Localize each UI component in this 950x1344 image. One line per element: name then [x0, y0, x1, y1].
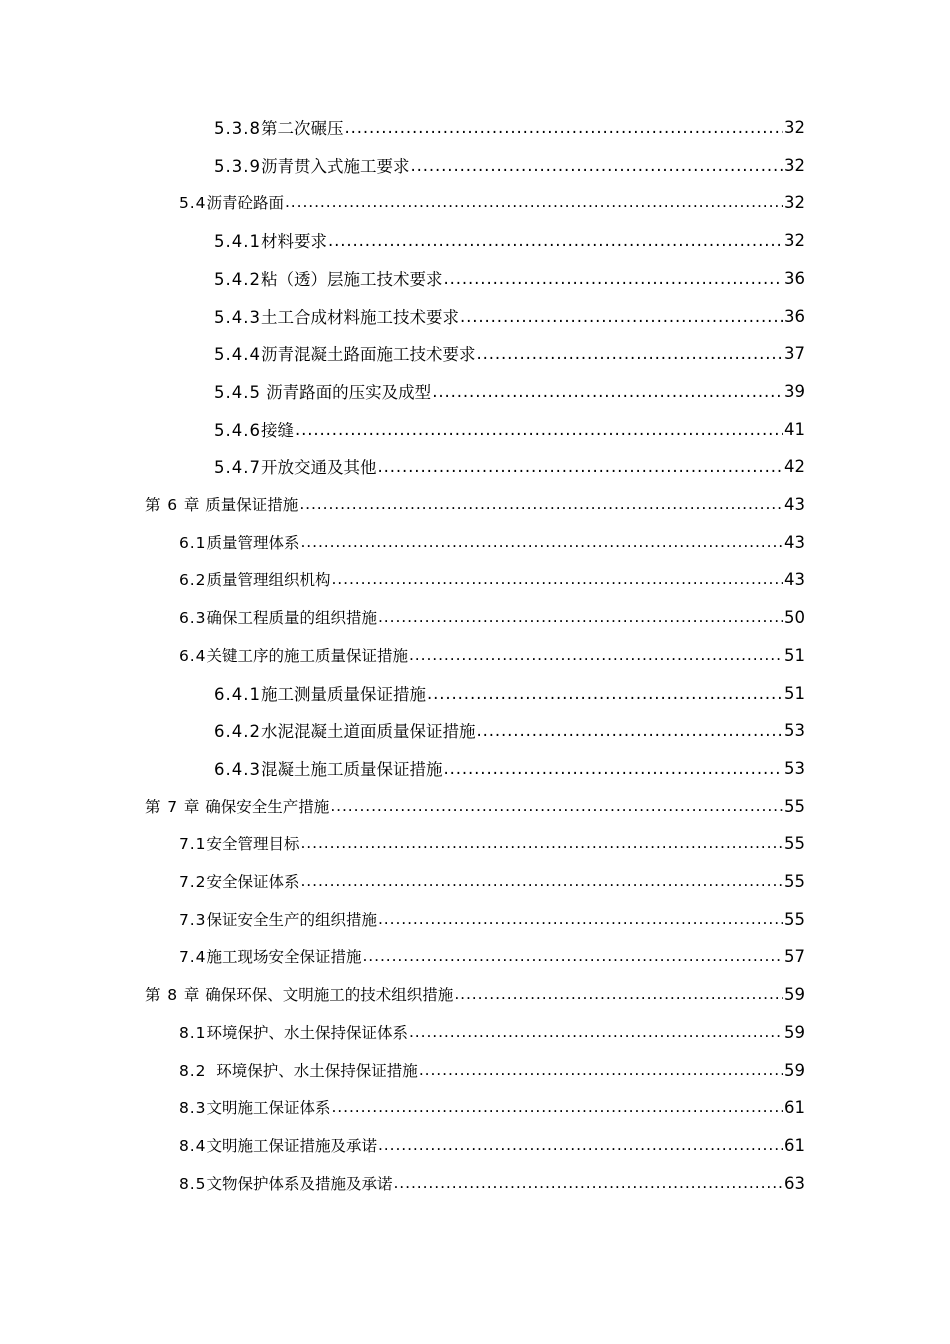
toc-entry-number: 5.4.6 — [214, 421, 261, 440]
toc-entry-title — [179, 870, 299, 892]
toc-dot-leader — [460, 309, 783, 326]
toc-entry[interactable] — [214, 151, 805, 179]
toc-dot-leader — [378, 1138, 783, 1154]
toc-entry-title — [179, 191, 284, 213]
toc-entry-text: 安全管理目标 — [206, 835, 300, 853]
toc-entry-number: 6.4.1 — [214, 685, 261, 704]
toc-entry[interactable] — [214, 415, 805, 443]
toc-entry[interactable] — [179, 1018, 805, 1046]
toc-entry-title — [214, 417, 294, 441]
toc-entry-text: 第二次碾压 — [260, 119, 344, 138]
toc-entry-number: 6.3 — [179, 609, 207, 627]
toc-page-number: 43 — [784, 569, 805, 589]
toc-entry-text: 质量管理体系 — [206, 534, 300, 552]
toc-dot-leader — [295, 422, 783, 439]
toc-entry-text: 质量管理组织机构 — [206, 571, 331, 589]
toc-dot-leader — [410, 158, 783, 175]
toc-entry[interactable] — [179, 1131, 805, 1159]
toc-entry-text: 保证安全生产的组织措施 — [206, 911, 377, 929]
toc-dot-leader — [300, 836, 783, 852]
toc-dot-leader — [285, 195, 783, 211]
toc-page-number: 36 — [784, 306, 805, 326]
toc-page-number: 32 — [784, 192, 805, 212]
toc-entry[interactable] — [179, 1169, 805, 1197]
toc-entry[interactable] — [145, 980, 805, 1008]
toc-entry-number: 8.2 — [179, 1062, 207, 1080]
toc-page-number: 59 — [784, 1060, 805, 1080]
toc-page-number: 59 — [784, 984, 805, 1004]
toc-dot-leader — [419, 1063, 783, 1079]
toc-entry-number: 5.4 — [179, 194, 207, 212]
toc-page-number: 32 — [784, 155, 805, 175]
toc-page-number: 50 — [784, 607, 805, 627]
toc-entry[interactable] — [179, 1093, 805, 1121]
toc-entry-title — [179, 531, 299, 553]
toc-page-number: 61 — [784, 1097, 805, 1117]
toc-entry-title — [214, 228, 327, 252]
toc-entry-number: 6.1 — [179, 534, 207, 552]
toc-entry[interactable] — [214, 754, 805, 782]
toc-entry-number: 6.2 — [179, 571, 207, 589]
toc-dot-leader — [300, 535, 783, 551]
toc-entry-title — [214, 379, 431, 403]
toc-entry-text: 混凝土施工质量保证措施 — [260, 760, 443, 779]
toc-dot-leader — [409, 648, 783, 664]
toc-dot-leader — [427, 686, 783, 703]
toc-entry-text: 环境保护、水土保持保证体系 — [206, 1024, 408, 1042]
toc-entry-text: 材料要求 — [260, 232, 327, 251]
toc-dot-leader — [377, 459, 783, 476]
toc-entry-number: 5.4.7 — [214, 458, 261, 477]
toc-entry-number: 8.3 — [179, 1099, 207, 1117]
toc-dot-leader — [454, 987, 783, 1003]
toc-entry-text: 沥青路面的压实及成型 — [260, 383, 432, 402]
toc-entry[interactable] — [179, 528, 805, 556]
toc-page-number: 59 — [784, 1022, 805, 1042]
toc-entry-title — [145, 795, 329, 817]
toc-entry[interactable] — [214, 339, 805, 367]
toc-entry-text: 环境保护、水土保持保证措施 — [206, 1062, 418, 1080]
toc-entry-title — [179, 606, 377, 628]
toc-entry[interactable] — [214, 679, 805, 707]
toc-page-number: 32 — [784, 230, 805, 250]
toc-dot-leader — [328, 233, 783, 250]
toc-dot-leader — [476, 723, 783, 740]
toc-dot-leader — [378, 610, 783, 626]
toc-entry-title — [214, 756, 442, 780]
toc-entry-number: 7.4 — [179, 948, 207, 966]
toc-entry[interactable] — [214, 716, 805, 744]
toc-entry-title — [179, 1021, 408, 1043]
toc-entry[interactable] — [179, 942, 805, 970]
toc-dot-leader — [443, 271, 783, 288]
toc-entry-title — [179, 908, 377, 930]
toc-dot-leader — [393, 1176, 783, 1192]
toc-entry-title — [179, 644, 408, 666]
toc-entry[interactable] — [214, 302, 805, 330]
toc-entry[interactable] — [179, 603, 805, 631]
toc-entry-text: 粘（透）层施工技术要求 — [260, 270, 443, 289]
toc-entry-title — [179, 832, 299, 854]
toc-entry-number: 第 6 章 — [145, 496, 201, 514]
toc-entry-text: 沥青贯入式施工要求 — [260, 157, 410, 176]
toc-entry-text: 施工测量质量保证措施 — [260, 685, 426, 704]
toc-page-number: 37 — [784, 343, 805, 363]
toc-entry-text: 土工合成材料施工技术要求 — [260, 308, 459, 327]
toc-dot-leader — [432, 384, 783, 401]
toc-entry-text: 确保安全生产措施 — [200, 798, 330, 816]
toc-entry-title — [179, 568, 330, 590]
toc-entry[interactable] — [214, 377, 805, 405]
toc-page-number: 32 — [784, 117, 805, 137]
toc-page-number: 55 — [784, 833, 805, 853]
toc-page-number: 43 — [784, 532, 805, 552]
toc-entry-number: 7.2 — [179, 873, 207, 891]
toc-entry-number: 5.4.5 — [214, 383, 261, 402]
toc-entry-number: 第 8 章 — [145, 986, 201, 1004]
toc-entry[interactable] — [179, 829, 805, 857]
toc-entry[interactable] — [145, 490, 805, 518]
toc-page-number: 55 — [784, 871, 805, 891]
toc-entry-title — [214, 718, 475, 742]
toc-page-number: 51 — [784, 683, 805, 703]
toc-entry-text: 接缝 — [260, 421, 294, 440]
toc-page-number: 41 — [784, 419, 805, 439]
toc-entry-title — [145, 983, 453, 1005]
toc-entry-text: 质量保证措施 — [200, 496, 299, 514]
toc-dot-leader — [409, 1025, 783, 1041]
toc-entry[interactable] — [179, 565, 805, 593]
toc-page-number: 42 — [784, 456, 805, 476]
toc-dot-leader — [378, 912, 783, 928]
toc-entry-text: 文物保护体系及措施及承诺 — [206, 1175, 393, 1193]
toc-entry-number: 8.4 — [179, 1137, 207, 1155]
toc-dot-leader — [330, 799, 783, 815]
toc-entry-text: 确保工程质量的组织措施 — [206, 609, 377, 627]
toc-entry-text: 文明施工保证措施及承诺 — [206, 1137, 377, 1155]
toc-dot-leader — [300, 874, 783, 890]
toc-entry-number: 8.1 — [179, 1024, 207, 1042]
toc-page-number: 53 — [784, 720, 805, 740]
toc-dot-leader — [331, 1100, 783, 1116]
toc-page-number: 55 — [784, 796, 805, 816]
toc-entry[interactable] — [179, 641, 805, 669]
toc-entry[interactable] — [179, 905, 805, 933]
toc-entry-text: 关键工序的施工质量保证措施 — [206, 647, 408, 665]
toc-entry-number: 8.5 — [179, 1175, 207, 1193]
toc-entry-title — [214, 304, 459, 328]
toc-entry-text: 施工现场安全保证措施 — [206, 948, 362, 966]
toc-dot-leader — [362, 949, 783, 965]
toc-entry[interactable] — [145, 792, 805, 820]
toc-entry[interactable] — [179, 867, 805, 895]
toc-entry-number: 7.3 — [179, 911, 207, 929]
toc-page-number: 43 — [784, 494, 805, 514]
toc-entry[interactable] — [179, 188, 805, 216]
toc-entry-text: 确保环保、文明施工的技术组织措施 — [200, 986, 454, 1004]
toc-dot-leader — [331, 572, 783, 588]
toc-entry[interactable] — [214, 113, 805, 141]
toc-page-number: 36 — [784, 268, 805, 288]
toc-entry-text: 水泥混凝土道面质量保证措施 — [260, 722, 476, 741]
toc-entry-title — [145, 493, 298, 515]
toc-entry-text: 开放交通及其他 — [260, 458, 377, 477]
toc-page-number: 51 — [784, 645, 805, 665]
toc-entry[interactable] — [214, 226, 805, 254]
toc-entry-title — [179, 1059, 418, 1081]
toc-entry-title — [179, 1172, 392, 1194]
toc-entry-title — [214, 153, 409, 177]
toc-page-number: 63 — [784, 1173, 805, 1193]
toc-entry-text: 文明施工保证体系 — [206, 1099, 331, 1117]
toc-entry-number: 6.4.2 — [214, 722, 261, 741]
toc-entry[interactable] — [214, 452, 805, 480]
toc-entry-number: 7.1 — [179, 835, 207, 853]
toc-page-number: 57 — [784, 946, 805, 966]
toc-entry-title — [214, 115, 343, 139]
toc-dot-leader — [299, 497, 783, 513]
toc-entry-number: 5.4.1 — [214, 232, 261, 251]
toc-entry-number: 5.3.9 — [214, 157, 261, 176]
toc-entry-text: 沥青混凝土路面施工技术要求 — [260, 345, 476, 364]
toc-dot-leader — [443, 761, 783, 778]
toc-page-number: 39 — [784, 381, 805, 401]
toc-page-number: 53 — [784, 758, 805, 778]
toc-entry-text: 安全保证体系 — [206, 873, 300, 891]
toc-entry-number: 5.4.3 — [214, 308, 261, 327]
toc-page-number: 55 — [784, 909, 805, 929]
toc-dot-leader — [476, 346, 783, 363]
toc-entry-title — [214, 454, 376, 478]
toc-entry-number: 5.4.4 — [214, 345, 261, 364]
toc-entry-number: 6.4.3 — [214, 760, 261, 779]
toc-entry[interactable] — [214, 264, 805, 292]
toc-entry-number: 第 7 章 — [145, 798, 201, 816]
toc-page-number: 61 — [784, 1135, 805, 1155]
toc-entry-number: 6.4 — [179, 647, 207, 665]
toc-entry-title — [179, 945, 361, 967]
toc-entry-number: 5.3.8 — [214, 119, 261, 138]
toc-entry-title — [214, 681, 426, 705]
toc-entry-number: 5.4.2 — [214, 270, 261, 289]
toc-entry-title — [214, 266, 442, 290]
toc-entry-title — [179, 1096, 330, 1118]
toc-entry-text: 沥青砼路面 — [206, 194, 284, 212]
toc-entry-title — [214, 341, 475, 365]
toc-entry-title — [179, 1134, 377, 1156]
toc-entry[interactable] — [179, 1056, 805, 1084]
toc-dot-leader — [344, 120, 783, 137]
